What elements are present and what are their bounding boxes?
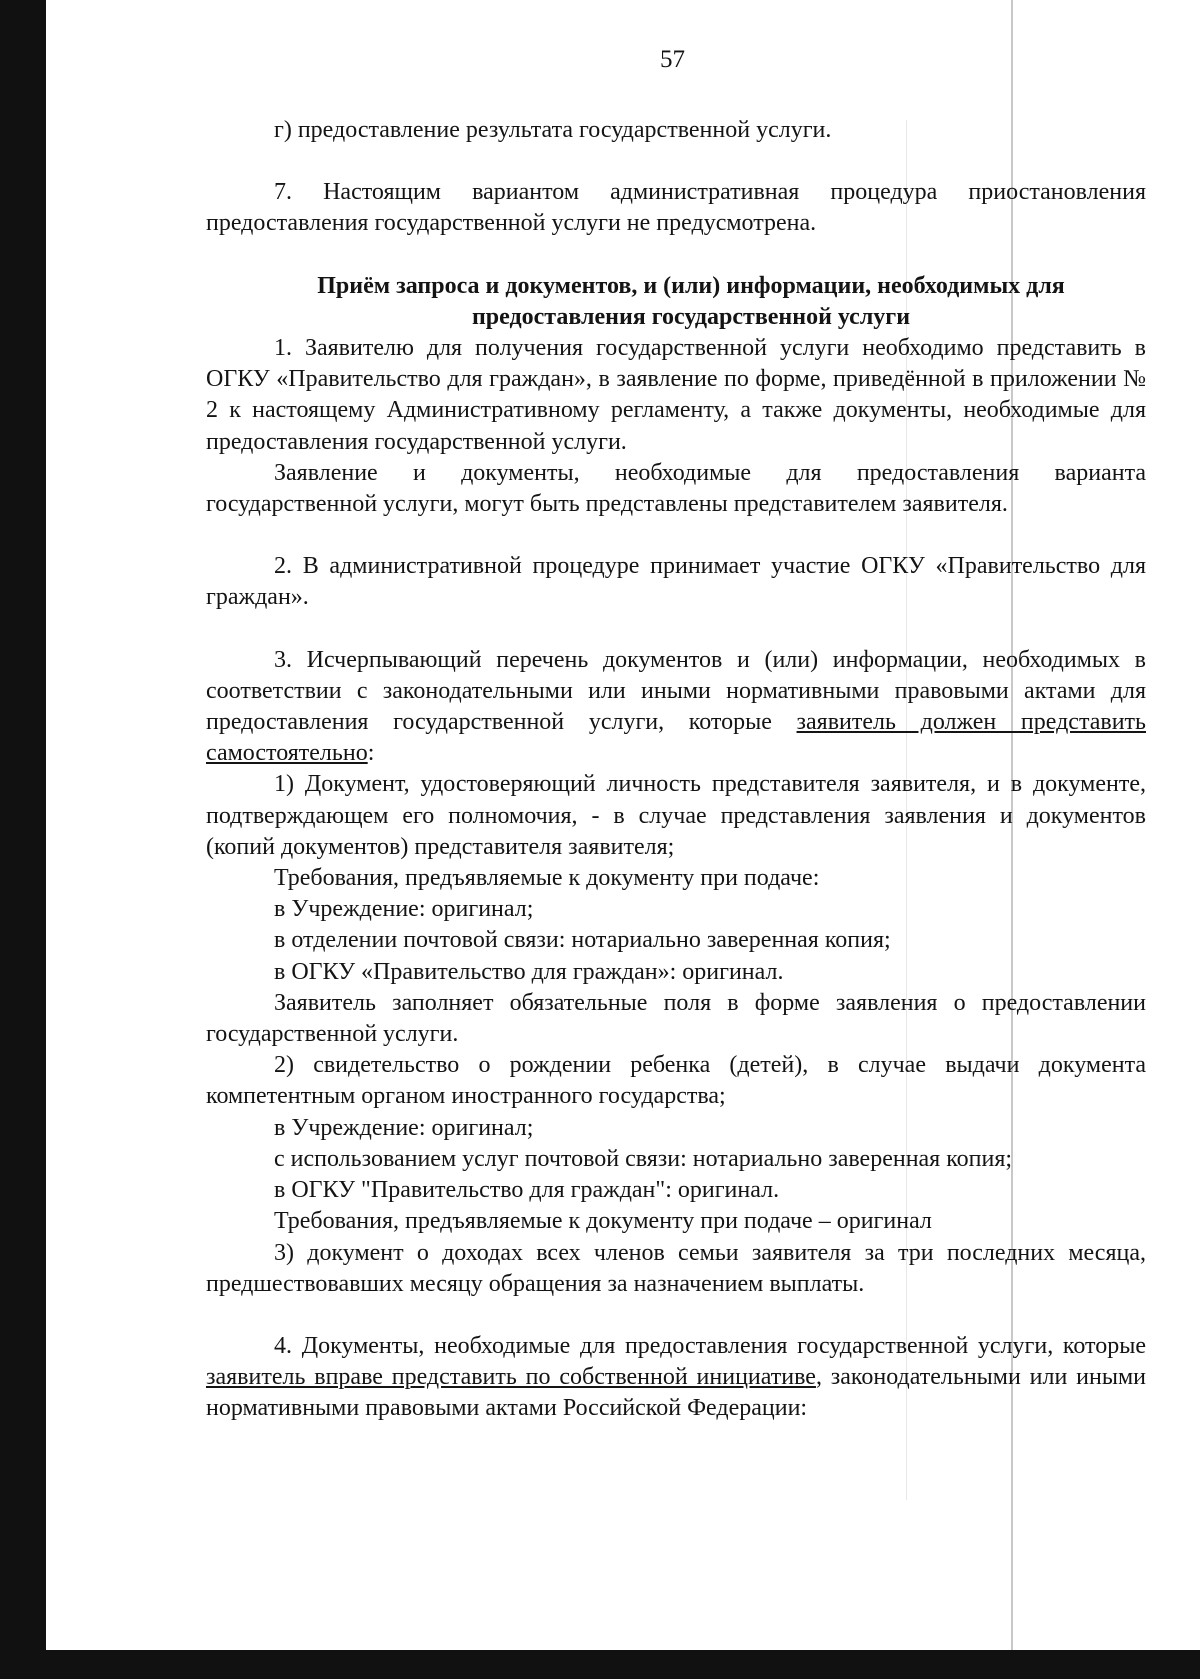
scan-left-border [0,0,46,1679]
document-body [206,115,1146,1425]
requirement-ogku: в ОГКУ «Правительство для граждан»: оригинал. [274,958,784,985]
requirement-post-office: в отделении почтовой связи: нотариально заверенная копия; [274,927,891,954]
item-3-text: 3. Исчерпывающий перечень документов и (или) информации, необходимых в соответствии с законодательными или иными нормативными правовыми актами для предоставления государственной услуги, которые [206,646,1146,736]
section-heading: Приём запроса и документов, и (или) информации, необходимых для предоставления государственной услуги [317,272,1065,330]
paragraph-subitem-3-3: 3) документ о доходах всех членов семьи заявителя за три последних месяца, предшествовавших месяцу обращения за назначением выплаты. [206,1239,1146,1297]
page-number: 57 [660,46,685,73]
paragraph-item-7: 7. Настоящим вариантом административная процедура приостановления предоставления государственной услуги не предусмотрена. [206,179,1146,237]
paragraph-item-4 [206,1331,1146,1425]
paragraph-item-1: 1. Заявителю для получения государственной услуги необходимо представить в ОГКУ «Правительство для граждан», в заявление по форме, приведённой в приложении № 2 к настоящему Административному регламенту, а также документы, необходимые для предоставления государственной услуги. [206,335,1146,455]
item-4-text-end: , законодательными или иными нормативными правовыми актами Российской Федерации: [206,1364,1146,1422]
requirements-title: Требования, предъявляемые к документу при подаче: [274,865,820,892]
paragraph-applicant-fills: Заявитель заполняет обязательные поля в форме заявления о предоставлении государственной услуги. [206,989,1146,1048]
item-3-colon: : [367,740,375,767]
birth-cert-post: с использованием услуг почтовой связи: нотариально заверенная копия; [274,1145,1013,1172]
item-4-text: 4. Документы, необходимые для предоставления государственной услуги, которые [274,1332,1146,1359]
paragraph-subitem-3-1: 1) Документ, удостоверяющий личность представителя заявителя, и в документе, подтверждающем его полномочия, - в случае представления заявления и документов (копий документов) представителя заявителя; [206,771,1146,860]
requirement-institution: в Учреждение: оригинал; [274,896,534,923]
paragraph-item-2: 2. В административной процедуре принимает участие ОГКУ «Правительство для граждан». [206,553,1146,611]
paragraph-result-subitem: г) предоставление результата государственной услуги. [274,117,832,143]
paragraph-item-3 [206,645,1146,770]
paragraph-representative: Заявление и документы, необходимые для предоставления варианта государственной услуги, могут быть представлены представителем заявителя. [206,459,1146,518]
item-4-underlined-text: заявитель вправе представить по собственной инициативе [206,1364,816,1391]
birth-cert-ogku: в ОГКУ "Правительство для граждан": оригинал. [274,1177,780,1204]
birth-cert-requirement: Требования, предъявляемые к документу при подаче – оригинал [274,1208,932,1235]
birth-cert-institution: в Учреждение: оригинал; [274,1114,534,1141]
scan-bottom-border [0,1650,1200,1679]
item-3-underlined-text: заявитель должен представить самостоятельно [206,709,1146,767]
paragraph-subitem-3-2: 2) свидетельство о рождении ребенка (детей), в случае выдачи документа компетентным органом иностранного государства; [206,1052,1146,1110]
